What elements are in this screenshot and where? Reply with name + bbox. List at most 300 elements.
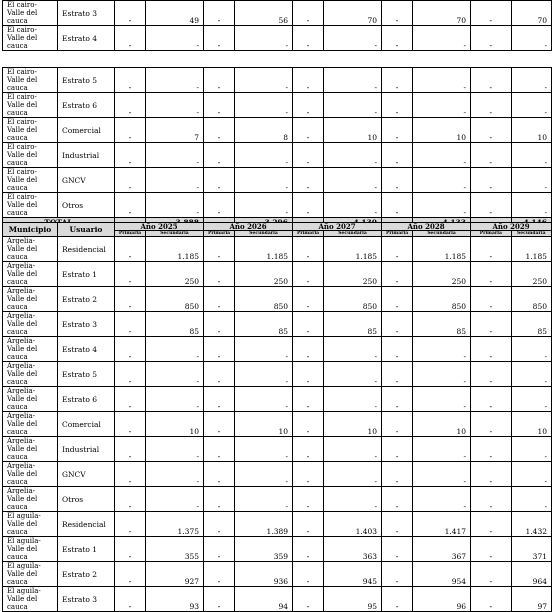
secundaria-cell: - xyxy=(511,93,552,118)
primaria-cell: - xyxy=(293,437,324,462)
primaria-cell: - xyxy=(382,337,413,362)
secundaria-cell: - xyxy=(235,387,293,412)
usuario-cell: Estrato 6 xyxy=(58,93,115,118)
municipio-cell: El cairo- Valle del cauca xyxy=(3,168,58,193)
primaria-cell: - xyxy=(471,1,512,26)
primaria-cell: - xyxy=(382,262,413,287)
secundaria-cell: 1.185 xyxy=(146,237,204,262)
secundaria-cell: - xyxy=(413,168,471,193)
secundaria-header: Secundaria xyxy=(235,231,293,237)
primaria-cell: - xyxy=(115,26,146,51)
usuario-cell: Estrato 4 xyxy=(58,26,115,51)
primaria-header: Primaria xyxy=(293,231,324,237)
primaria-cell: - xyxy=(204,143,235,168)
municipio-cell: Argelia- Valle del cauca xyxy=(3,262,58,287)
table-row xyxy=(3,1,552,26)
primaria-cell: - xyxy=(204,237,235,262)
secundaria-cell: 850 xyxy=(235,287,293,312)
secundaria-cell: - xyxy=(324,68,382,93)
primaria-cell: - xyxy=(204,362,235,387)
secundaria-cell: 250 xyxy=(413,262,471,287)
table-row xyxy=(3,412,552,437)
usuario-cell: Estrato 5 xyxy=(58,68,115,93)
primaria-cell: - xyxy=(293,412,324,437)
primaria-cell: - xyxy=(115,93,146,118)
secundaria-cell: - xyxy=(146,168,204,193)
header-row xyxy=(3,223,552,231)
primaria-cell: - xyxy=(471,143,512,168)
usuario-cell: Otros xyxy=(58,193,115,218)
municipio-cell: Argelia- Valle del cauca xyxy=(3,287,58,312)
secundaria-cell: - xyxy=(413,26,471,51)
table-row xyxy=(3,437,552,462)
primaria-header: Primaria xyxy=(382,231,413,237)
primaria-cell: - xyxy=(204,168,235,193)
secundaria-cell: - xyxy=(413,437,471,462)
secundaria-cell: - xyxy=(413,462,471,487)
secundaria-cell: - xyxy=(324,193,382,218)
primaria-cell: - xyxy=(115,337,146,362)
secundaria-cell: - xyxy=(146,193,204,218)
secundaria-cell: - xyxy=(413,68,471,93)
secundaria-cell: 850 xyxy=(146,287,204,312)
table-row xyxy=(3,487,552,512)
primaria-cell: - xyxy=(382,143,413,168)
primaria-header: Primaria xyxy=(115,231,146,237)
secundaria-cell: 1.375 xyxy=(146,512,204,537)
municipio-cell: Argelia- Valle del cauca xyxy=(3,362,58,387)
primaria-header: Primaria xyxy=(471,231,511,237)
secundaria-cell: - xyxy=(511,337,551,362)
secundaria-cell: - xyxy=(146,437,204,462)
secundaria-cell: - xyxy=(511,193,552,218)
primaria-cell: - xyxy=(293,512,324,537)
secundaria-cell: - xyxy=(413,93,471,118)
table-row xyxy=(3,193,552,218)
table-el-cairo-part1 xyxy=(2,0,552,51)
primaria-cell: - xyxy=(204,1,235,26)
primaria-cell: - xyxy=(382,1,413,26)
usuario-cell: Estrato 1 xyxy=(58,537,115,562)
primaria-cell: - xyxy=(115,487,146,512)
secundaria-cell: 94 xyxy=(235,587,293,612)
usuario-cell: Industrial xyxy=(58,143,115,168)
secundaria-cell: - xyxy=(511,168,552,193)
secundaria-cell: 96 xyxy=(413,587,471,612)
primaria-cell: - xyxy=(115,387,146,412)
table-row xyxy=(3,68,552,93)
usuario-cell: Industrial xyxy=(58,437,115,462)
primaria-cell: - xyxy=(293,362,324,387)
secundaria-cell: - xyxy=(324,437,382,462)
primaria-cell: - xyxy=(204,193,235,218)
primaria-cell: - xyxy=(293,93,324,118)
primaria-cell: - xyxy=(204,462,235,487)
secundaria-cell: - xyxy=(324,362,382,387)
municipio-cell: El aguila- Valle del cauca xyxy=(3,537,58,562)
primaria-cell: - xyxy=(382,93,413,118)
secundaria-cell: 936 xyxy=(235,562,293,587)
year-header: Año 2028 xyxy=(382,223,471,231)
table-row xyxy=(3,462,552,487)
primaria-cell: - xyxy=(115,537,146,562)
secundaria-cell: - xyxy=(235,26,293,51)
usuario-header: Usuario xyxy=(58,223,115,237)
usuario-cell: Estrato 4 xyxy=(58,337,115,362)
secundaria-cell: - xyxy=(511,462,551,487)
municipio-cell: El cairo- Valle del cauca xyxy=(3,93,58,118)
secundaria-cell: - xyxy=(146,143,204,168)
secundaria-cell: 1.403 xyxy=(324,512,382,537)
secundaria-cell: - xyxy=(146,487,204,512)
secundaria-cell: - xyxy=(235,93,293,118)
primaria-cell: - xyxy=(471,168,512,193)
primaria-cell: - xyxy=(382,26,413,51)
secundaria-cell: 85 xyxy=(413,312,471,337)
secundaria-cell: 359 xyxy=(235,537,293,562)
primaria-cell: - xyxy=(115,562,146,587)
secundaria-cell: 85 xyxy=(511,312,551,337)
secundaria-cell: 954 xyxy=(413,562,471,587)
primaria-cell: - xyxy=(382,68,413,93)
municipio-cell: Argelia- Valle del cauca xyxy=(3,462,58,487)
table-row xyxy=(3,312,552,337)
usuario-cell: Estrato 3 xyxy=(58,1,115,26)
secundaria-cell: - xyxy=(146,462,204,487)
secundaria-cell: - xyxy=(235,68,293,93)
secundaria-cell: - xyxy=(324,93,382,118)
primaria-cell: - xyxy=(204,26,235,51)
secundaria-cell: 97 xyxy=(511,587,551,612)
municipio-cell: Argelia- Valle del cauca xyxy=(3,412,58,437)
secundaria-cell: - xyxy=(146,26,204,51)
municipio-cell: Argelia- Valle del cauca xyxy=(3,237,58,262)
secundaria-cell: 1.185 xyxy=(511,237,551,262)
primaria-cell: - xyxy=(382,312,413,337)
municipio-cell: El cairo- Valle del cauca xyxy=(3,118,58,143)
secundaria-cell: 250 xyxy=(146,262,204,287)
secundaria-cell: - xyxy=(413,487,471,512)
secundaria-cell: 70 xyxy=(413,1,471,26)
primaria-cell: - xyxy=(204,562,235,587)
primaria-cell: - xyxy=(204,387,235,412)
secundaria-cell: 1.417 xyxy=(413,512,471,537)
secundaria-cell: 10 xyxy=(511,412,551,437)
secundaria-cell: 70 xyxy=(324,1,382,26)
primaria-cell: - xyxy=(471,462,511,487)
primaria-cell: - xyxy=(115,287,146,312)
primaria-cell: - xyxy=(293,262,324,287)
secundaria-cell: - xyxy=(235,193,293,218)
primaria-cell: - xyxy=(471,487,511,512)
table-row xyxy=(3,537,552,562)
municipio-cell: El aguila- Valle del cauca xyxy=(3,587,58,612)
municipio-cell: El aguila- Valle del cauca xyxy=(3,562,58,587)
usuario-cell: GNCV xyxy=(58,168,115,193)
secundaria-cell: 1.389 xyxy=(235,512,293,537)
primaria-header: Primaria xyxy=(204,231,235,237)
primaria-cell: - xyxy=(204,118,235,143)
secundaria-cell: 10 xyxy=(511,118,552,143)
secundaria-cell: 1.185 xyxy=(324,237,382,262)
primaria-cell: - xyxy=(471,287,511,312)
primaria-cell: - xyxy=(204,93,235,118)
primaria-cell: - xyxy=(471,412,511,437)
secundaria-cell: - xyxy=(413,387,471,412)
secundaria-cell: 10 xyxy=(324,118,382,143)
secundaria-cell: - xyxy=(324,387,382,412)
secundaria-cell: 85 xyxy=(146,312,204,337)
municipio-cell: El aguila- Valle del cauca xyxy=(3,512,58,537)
secundaria-cell: 250 xyxy=(324,262,382,287)
primaria-cell: - xyxy=(382,387,413,412)
municipio-header: Municipio xyxy=(3,223,58,237)
primaria-cell: - xyxy=(471,437,511,462)
municipio-cell: Argelia- Valle del cauca xyxy=(3,337,58,362)
secundaria-cell: 7 xyxy=(146,118,204,143)
primaria-cell: - xyxy=(204,487,235,512)
primaria-cell: - xyxy=(204,287,235,312)
primaria-cell: - xyxy=(115,587,146,612)
year-header: Año 2026 xyxy=(204,223,293,231)
secundaria-cell: 10 xyxy=(235,412,293,437)
table-row xyxy=(3,362,552,387)
usuario-cell: Estrato 6 xyxy=(58,387,115,412)
usuario-cell: Otros xyxy=(58,487,115,512)
usuario-cell: Estrato 3 xyxy=(58,587,115,612)
secundaria-cell: - xyxy=(511,387,551,412)
table-row xyxy=(3,26,552,51)
secundaria-cell: - xyxy=(235,487,293,512)
primaria-cell: - xyxy=(471,237,511,262)
primaria-cell: - xyxy=(204,437,235,462)
usuario-cell: Residencial xyxy=(58,237,115,262)
primaria-cell: - xyxy=(293,237,324,262)
primaria-cell: - xyxy=(471,562,511,587)
primaria-cell: - xyxy=(204,537,235,562)
primaria-cell: - xyxy=(115,1,146,26)
primaria-cell: - xyxy=(382,412,413,437)
secundaria-cell: 10 xyxy=(324,412,382,437)
secundaria-header: Secundaria xyxy=(324,231,382,237)
secundaria-cell: 363 xyxy=(324,537,382,562)
secundaria-cell: - xyxy=(511,362,551,387)
primaria-cell: - xyxy=(115,193,146,218)
usuario-cell: GNCV xyxy=(58,462,115,487)
secundaria-cell: - xyxy=(146,387,204,412)
table-row xyxy=(3,237,552,262)
primaria-cell: - xyxy=(204,68,235,93)
secundaria-cell: 49 xyxy=(146,1,204,26)
primaria-cell: - xyxy=(382,237,413,262)
table-row xyxy=(3,168,552,193)
municipio-cell: El cairo- Valle del cauca xyxy=(3,68,58,93)
primaria-cell: - xyxy=(471,337,511,362)
secundaria-cell: - xyxy=(324,168,382,193)
secundaria-cell: - xyxy=(413,193,471,218)
primaria-cell: - xyxy=(382,118,413,143)
secundaria-cell: 1.185 xyxy=(235,237,293,262)
municipio-cell: Argelia- Valle del cauca xyxy=(3,387,58,412)
secundaria-cell: - xyxy=(324,487,382,512)
primaria-cell: - xyxy=(382,362,413,387)
secundaria-cell: - xyxy=(235,143,293,168)
secundaria-cell: 945 xyxy=(324,562,382,587)
secundaria-cell: 10 xyxy=(146,412,204,437)
secundaria-header: Secundaria xyxy=(511,231,551,237)
primaria-cell: - xyxy=(471,262,511,287)
primaria-cell: - xyxy=(471,312,511,337)
secundaria-cell: - xyxy=(146,362,204,387)
secundaria-cell: - xyxy=(511,437,551,462)
primaria-cell: - xyxy=(293,337,324,362)
secundaria-header: Secundaria xyxy=(413,231,471,237)
secundaria-cell: - xyxy=(413,362,471,387)
primaria-cell: - xyxy=(471,537,511,562)
secundaria-cell: 70 xyxy=(511,1,552,26)
secundaria-cell: - xyxy=(235,462,293,487)
table-row xyxy=(3,387,552,412)
secundaria-cell: 85 xyxy=(235,312,293,337)
primaria-cell: - xyxy=(382,168,413,193)
secundaria-cell: - xyxy=(511,487,551,512)
primaria-cell: - xyxy=(293,487,324,512)
primaria-cell: - xyxy=(382,462,413,487)
municipio-cell: El cairo- Valle del cauca xyxy=(3,1,58,26)
secundaria-cell: 8 xyxy=(235,118,293,143)
secundaria-cell: - xyxy=(413,143,471,168)
municipio-cell: El cairo- Valle del cauca xyxy=(3,143,58,168)
secundaria-cell: 1.432 xyxy=(511,512,551,537)
secundaria-cell: 850 xyxy=(413,287,471,312)
secundaria-cell: - xyxy=(324,337,382,362)
secundaria-cell: 10 xyxy=(413,412,471,437)
year-header: Año 2027 xyxy=(293,223,382,231)
table-row xyxy=(3,118,552,143)
municipio-cell: El cairo- Valle del cauca xyxy=(3,26,58,51)
secundaria-cell: 56 xyxy=(235,1,293,26)
primaria-cell: - xyxy=(115,412,146,437)
usuario-cell: Comercial xyxy=(58,118,115,143)
primaria-cell: - xyxy=(293,168,324,193)
primaria-cell: - xyxy=(293,462,324,487)
secundaria-cell: 927 xyxy=(146,562,204,587)
primaria-cell: - xyxy=(115,512,146,537)
primaria-cell: - xyxy=(293,312,324,337)
primaria-cell: - xyxy=(204,512,235,537)
primaria-cell: - xyxy=(293,143,324,168)
usuario-cell: Estrato 2 xyxy=(58,562,115,587)
secundaria-cell: - xyxy=(235,337,293,362)
primaria-cell: - xyxy=(471,512,511,537)
secundaria-cell: - xyxy=(235,362,293,387)
primaria-cell: - xyxy=(471,118,512,143)
primaria-cell: - xyxy=(382,512,413,537)
table-row xyxy=(3,287,552,312)
table-argelia-el-aguila xyxy=(2,222,552,612)
secundaria-cell: - xyxy=(146,68,204,93)
municipio-cell: Argelia- Valle del cauca xyxy=(3,487,58,512)
primaria-cell: - xyxy=(382,587,413,612)
secundaria-cell: - xyxy=(413,337,471,362)
usuario-cell: Residencial xyxy=(58,512,115,537)
secundaria-cell: 93 xyxy=(146,587,204,612)
primaria-cell: - xyxy=(293,287,324,312)
secundaria-cell: - xyxy=(235,168,293,193)
primaria-cell: - xyxy=(293,193,324,218)
primaria-cell: - xyxy=(293,68,324,93)
secundaria-cell: - xyxy=(511,26,552,51)
primaria-cell: - xyxy=(382,437,413,462)
primaria-cell: - xyxy=(204,412,235,437)
usuario-cell: Estrato 2 xyxy=(58,287,115,312)
primaria-cell: - xyxy=(115,143,146,168)
secundaria-cell: - xyxy=(324,26,382,51)
secundaria-cell: - xyxy=(511,68,552,93)
secundaria-cell: 1.185 xyxy=(413,237,471,262)
primaria-cell: - xyxy=(204,337,235,362)
primaria-cell: - xyxy=(293,562,324,587)
primaria-cell: - xyxy=(293,1,324,26)
usuario-cell: Estrato 1 xyxy=(58,262,115,287)
primaria-cell: - xyxy=(471,362,511,387)
secundaria-header: Secundaria xyxy=(146,231,204,237)
primaria-cell: - xyxy=(471,387,511,412)
primaria-cell: - xyxy=(293,118,324,143)
primaria-cell: - xyxy=(204,262,235,287)
primaria-cell: - xyxy=(204,587,235,612)
primaria-cell: - xyxy=(382,537,413,562)
secundaria-cell: - xyxy=(324,143,382,168)
secundaria-cell: - xyxy=(324,462,382,487)
primaria-cell: - xyxy=(115,262,146,287)
table-row xyxy=(3,262,552,287)
primaria-cell: - xyxy=(382,193,413,218)
primaria-cell: - xyxy=(115,237,146,262)
primaria-cell: - xyxy=(293,387,324,412)
primaria-cell: - xyxy=(115,312,146,337)
year-header: Año 2025 xyxy=(115,223,204,231)
secundaria-cell: 850 xyxy=(511,287,551,312)
table-row xyxy=(3,143,552,168)
primaria-cell: - xyxy=(115,362,146,387)
primaria-cell: - xyxy=(471,93,512,118)
secundaria-cell: - xyxy=(146,93,204,118)
secundaria-cell: 371 xyxy=(511,537,551,562)
secundaria-cell: 85 xyxy=(324,312,382,337)
secundaria-cell: 95 xyxy=(324,587,382,612)
primaria-cell: - xyxy=(115,437,146,462)
secundaria-cell: 850 xyxy=(324,287,382,312)
municipio-cell: Argelia- Valle del cauca xyxy=(3,437,58,462)
secundaria-cell: 10 xyxy=(413,118,471,143)
usuario-cell: Estrato 3 xyxy=(58,312,115,337)
table-el-cairo-part2 xyxy=(2,67,552,228)
primaria-cell: - xyxy=(293,26,324,51)
usuario-cell: Estrato 5 xyxy=(58,362,115,387)
table-row xyxy=(3,512,552,537)
primaria-cell: - xyxy=(204,312,235,337)
primaria-cell: - xyxy=(293,587,324,612)
secundaria-cell: 355 xyxy=(146,537,204,562)
primaria-cell: - xyxy=(382,487,413,512)
primaria-cell: - xyxy=(382,562,413,587)
primaria-cell: - xyxy=(115,68,146,93)
secundaria-cell: 964 xyxy=(511,562,551,587)
usuario-cell: Comercial xyxy=(58,412,115,437)
primaria-cell: - xyxy=(471,587,511,612)
secundaria-cell: - xyxy=(235,437,293,462)
